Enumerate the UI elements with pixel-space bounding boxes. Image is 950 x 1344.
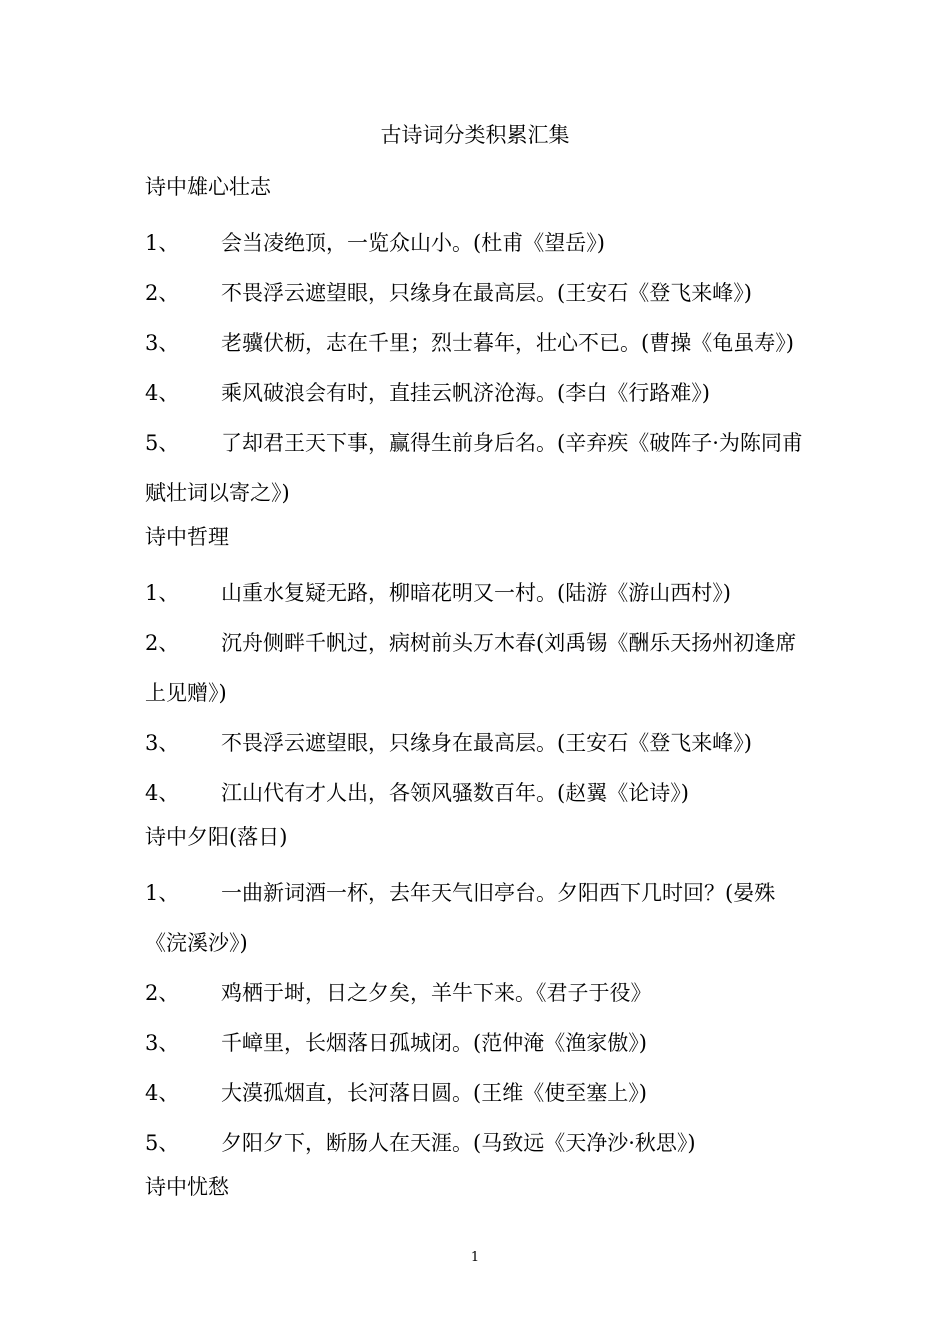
item-text: 不畏浮云遮望眼，只缘身在最高层。(王安石《登飞来峰》) xyxy=(221,731,752,755)
item-text: 鸡栖于埘，日之夕矣，羊牛下来。《君子于役》 xyxy=(221,981,652,1005)
item-text: 夕阳夕下，断肠人在天涯。(马致远《天净沙·秋思》) xyxy=(221,1131,696,1155)
page-number: 1 xyxy=(470,1250,480,1265)
list-item xyxy=(145,1018,810,1068)
item-number: 1、 xyxy=(145,881,180,905)
item-text: 了却君王天下事，赢得生前身后名。(辛弃疾《破阵子·为陈同甫赋壮词以寄之》) xyxy=(145,431,803,505)
item-number: 4、 xyxy=(145,381,180,405)
list-item xyxy=(145,618,810,718)
item-number: 2、 xyxy=(145,281,180,305)
list-item xyxy=(145,368,810,418)
list-item xyxy=(145,968,810,1018)
item-number: 5、 xyxy=(145,431,180,455)
item-text: 不畏浮云遮望眼，只缘身在最高层。(王安石《登飞来峰》) xyxy=(221,281,752,305)
list-item xyxy=(145,318,810,368)
item-number: 2、 xyxy=(145,631,180,655)
item-text: 会当凌绝顶，一览众山小。(杜甫《望岳》) xyxy=(221,231,605,255)
item-text: 沉舟侧畔千帆过，病树前头万木春(刘禹锡《酬乐天扬州初逢席上见赠》) xyxy=(145,631,797,705)
item-number: 3、 xyxy=(145,1031,180,1055)
item-text: 一曲新词酒一杯，去年天气旧亭台。夕阳西下几时回？(晏殊《浣溪沙》) xyxy=(145,881,776,955)
item-text: 千嶂里，长烟落日孤城闭。(范仲淹《渔家傲》) xyxy=(221,1031,647,1055)
list-item xyxy=(145,1118,810,1168)
item-text: 老骥伏枥，志在千里；烈士暮年，壮心不已。(曹操《龟虽寿》) xyxy=(221,331,794,355)
list-item xyxy=(145,718,810,768)
list-item xyxy=(145,1068,810,1118)
item-number: 4、 xyxy=(145,781,180,805)
list-item xyxy=(145,418,810,518)
section-heading-ambition: 诗中雄心壮志 xyxy=(145,175,271,199)
list-item xyxy=(145,868,810,968)
list-item xyxy=(145,768,810,818)
document-title: 古诗词分类积累汇集 xyxy=(380,123,570,147)
item-number: 3、 xyxy=(145,331,180,355)
item-number: 4、 xyxy=(145,1081,180,1105)
section-heading-sunset: 诗中夕阳(落日) xyxy=(145,825,288,849)
list-item xyxy=(145,568,810,618)
item-number: 1、 xyxy=(145,231,180,255)
list-item xyxy=(145,268,810,318)
item-number: 5、 xyxy=(145,1131,180,1155)
item-text: 山重水复疑无路，柳暗花明又一村。(陆游《游山西村》) xyxy=(221,581,731,605)
section-heading-sorrow: 诗中忧愁 xyxy=(145,1175,229,1199)
item-text: 江山代有才人出，各领风骚数百年。(赵翼《论诗》) xyxy=(221,781,689,805)
item-number: 3、 xyxy=(145,731,180,755)
item-text: 大漠孤烟直，长河落日圆。(王维《使至塞上》) xyxy=(221,1081,647,1105)
section-heading-philosophy: 诗中哲理 xyxy=(145,525,229,549)
item-number: 2、 xyxy=(145,981,180,1005)
document-body xyxy=(145,168,810,1218)
list-item xyxy=(145,218,810,268)
item-number: 1、 xyxy=(145,581,180,605)
item-text: 乘风破浪会有时，直挂云帆济沧海。(李白《行路难》) xyxy=(221,381,710,405)
